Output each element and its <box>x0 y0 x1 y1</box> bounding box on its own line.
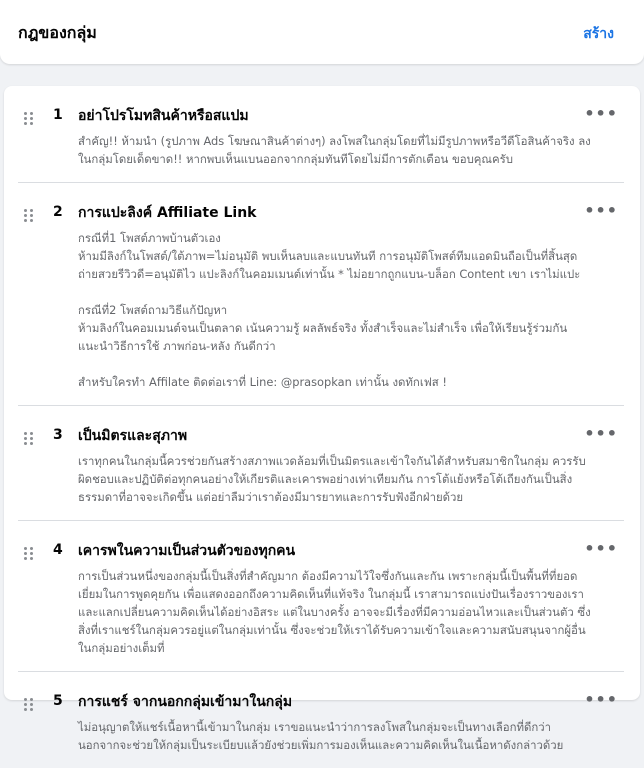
rule-title: อย่าโปรโมทสินค้าหรือสแปม <box>78 108 249 124</box>
more-options-icon[interactable]: ••• <box>584 104 618 123</box>
rule-item <box>18 521 624 672</box>
rule-title: การแปะลิงค์ Affiliate Link <box>78 205 257 221</box>
rules-list <box>4 86 640 752</box>
drag-handle-icon[interactable] <box>24 547 34 561</box>
rule-number: 2 <box>53 204 63 220</box>
drag-handle-icon[interactable] <box>24 209 34 223</box>
drag-handle-icon[interactable] <box>24 432 34 446</box>
page-title: กฎของกลุ่ม <box>18 23 97 42</box>
drag-handle-icon[interactable] <box>24 698 34 712</box>
rule-title: เคารพในความเป็นส่วนตัวของทุกคน <box>78 543 296 559</box>
rule-number: 4 <box>53 542 63 558</box>
rule-item <box>18 406 624 521</box>
more-options-icon[interactable]: ••• <box>584 201 618 220</box>
rule-description: ไม่อนุญาตให้แชร์เนื้อหานี้เข้ามาในกลุ่ม เราขอแนะนำว่าการลงโพสในกลุ่มจะเป็นทางเลือกที่ดีกว่า นอกจากจะช่วยให้กลุ่มเป็นระเบียบแล้วยังช่วยเพิ่มการมองเห็นและความคิดเห็นในเนื้อหาดังกล่าวด้วย <box>78 720 564 752</box>
rule-number: 1 <box>53 107 63 123</box>
rule-item <box>18 672 624 768</box>
rule-description: สำคัญ!! ห้ามนำ (รูปภาพ Ads โฆษณาสินค้าต่างๆ) ลงโพสในกลุ่มโดยที่ไม่มีรูปภาพหรือวีดีโอสินค้าจริง ลง ในกลุ่มโดยเด็ดขาด!! หากพบเห็นแบนออกจากกลุ่มทันทีโดยไม่มีการตักเตือน ขอบคุณครับ <box>78 134 591 166</box>
create-rule-button[interactable]: สร้าง <box>583 26 614 42</box>
rule-number: 3 <box>53 427 63 443</box>
rule-number: 5 <box>53 693 63 709</box>
more-options-icon[interactable]: ••• <box>584 424 618 443</box>
rule-title: การแชร์ จากนอกกลุ่มเข้ามาในกลุ่ม <box>78 694 293 710</box>
rule-item <box>18 183 624 406</box>
rule-item <box>18 86 624 183</box>
rules-header <box>0 0 644 64</box>
rule-title: เป็นมิตรและสุภาพ <box>78 428 188 444</box>
more-options-icon[interactable]: ••• <box>584 539 618 558</box>
more-options-icon[interactable]: ••• <box>584 690 618 709</box>
rule-description: กรณีที่1 โพสต์ภาพบ้านตัวเอง ห้ามมีลิงก์ในโพสต์/ใต้ภาพ=ไม่อนุมัติ พบเห็นลบและแบนทันที การอนุมัติโพสต์ทีมแอดมินถือเป็นที่สิ้นสุด ถ่ายสวยรีวิวดี=อนุมัติไว แปะลิงก์ในคอมเมนต์เท่านั้น * ไม่อยากถูกแบน-บล็อก Content เขา เราไม่แปะ กรณีที่2 โพสต์ถามวิธีแก้ปัญหา ห้ามลิงก์ในคอมเมนต์จนเป็นตลาด เน้นความรู้ ผลลัพธ์จริง ทั้งสำเร็จและไม่สำเร็จ เพื่อให้เรียนรู้ร่วมกัน แนะนำวิธีการใช้ ภาพก่อน-หลัง กันดีกว่า สำหรับใครทำ Affilate ติดต่อเราที่ Line: @prasopkan เท่านั้น งดทักเฟส ! <box>78 231 581 389</box>
rule-description: การเป็นส่วนหนึ่งของกลุ่มนี้เป็นสิ่งที่สำคัญมาก ต้องมีความไว้ใจซึ่งกันและกัน เพราะกลุ่มนี้เป็นพื้นที่ที่ยอด เยี่ยมในการพูดคุยกัน เพื่อแสดงออกถึงความคิดเห็นที่แท้จริง ในกลุ่มนี้ เราสามารถแบ่งปันเรื่องราวของเรา และแลกเปลี่ยนความคิดเห็นได้อย่างอิสระ แต่ในบางครั้ง อาจจะมีเรื่องที่มีความอ่อนไหวและเป็นส่วนตัว ซึ่ง สิ่งที่เราแชร์ในกลุ่มควรอยู่แต่ในกลุ่มเท่านั้น ซึ่งจะช่วยให้เราได้รับความเข้าใจและความสนับสนุนจากผู้อื่น ในกลุ่มอย่างเต็มที่ <box>78 569 591 655</box>
rule-description: เราทุกคนในกลุ่มนี้ควรช่วยกันสร้างสภาพแวดล้อมที่เป็นมิตรและเข้าใจกันได้สำหรับสมาชิกในกลุ่ม ควรรับ ผิดชอบและปฏิบัติต่อทุกคนอย่างให้เกียรติและเคารพอย่างเท่าเทียมกัน การโต้แย้งหรือโต้เถียงกันเป็นสิ่ง ธรรมดาที่อาจจะเกิดขึ้น แต่อย่าลืมว่าเราต้องมีมารยาทและการรับฟังอีกฝ่ายด้วย <box>78 454 586 504</box>
drag-handle-icon[interactable] <box>24 112 34 126</box>
